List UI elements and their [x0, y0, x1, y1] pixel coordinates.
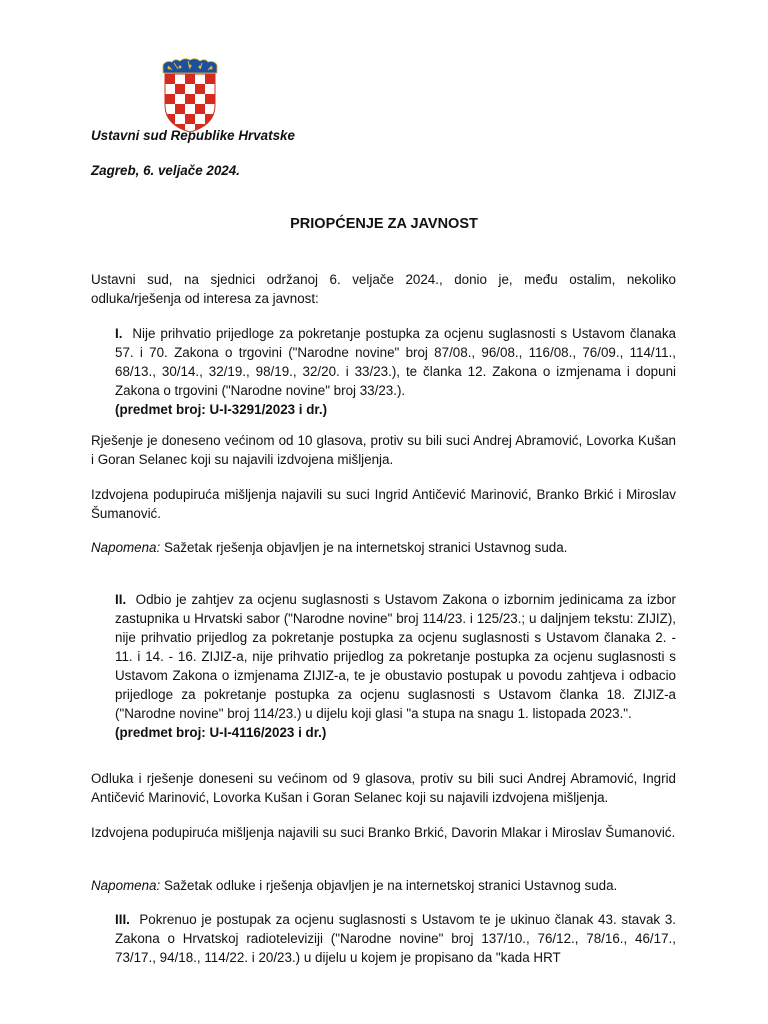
item-1-paragraph — [115, 324, 676, 419]
item-3-numeral: III. — [115, 912, 130, 927]
item-2-concurring: Izdvojena podupiruća mišljenja najavili su suci Branko Brkić, Davorin Mlakar i Miroslav Šumanović. — [91, 825, 676, 840]
place-date: Zagreb, 6. veljače 2024. — [91, 163, 240, 178]
item-2-paragraph — [115, 590, 676, 742]
crown — [163, 59, 217, 73]
item-1-note — [91, 538, 676, 557]
item-2-note-text: Sažetak odluke i rješenja objavljen je na internetskoj stranici Ustavnog suda. — [160, 878, 618, 893]
checkerboard-shield — [165, 74, 215, 133]
page-title: PRIOPĆENJE ZA JAVNOST — [290, 216, 478, 232]
item-1-numeral: I. — [115, 326, 123, 341]
item-2-case-number: (predmet broj: U-I-4116/2023 i dr.) — [115, 725, 327, 740]
item-3-paragraph — [115, 910, 676, 967]
item-3-text: Pokrenuo je postupak za ocjenu suglasnosti s Ustavom te je ukinuo članak 43. stavak 3. Zakona o Hrvatskoj radioteleviziji ("Narodne novine" broj 137/10., 76/12., 78/16., 46/17., 73/17., 94/18., 114/22. i 20/23.) u dijelu u kojem je propisano da "kada HRT — [115, 912, 676, 965]
item-1-concurring: Izdvojena podupiruća mišljenja najavili su suci Ingrid Antičević Marinović, Branko Brkić i Miroslav Šumanović. — [91, 487, 676, 521]
item-2-text: Odbio je zahtjev za ocjenu suglasnosti s Ustavom Zakona o izbornim jedinicama za izbor zastupnika u Hrvatski sabor ("Narodne novine" broj 114/23. i 125/23.; u daljnjem tekstu: ZIJIZ), nije prihvatio prijedlog za pokretanje postupka za ocjenu suglasnosti s Ustavom članaka 2. - 11. i 14. - 16. ZIJIZ-a, nije prihvatio prijedlog za pokretanje postupka za ocjenu suglasnosti s Ustavom Zakona o izmjenama ZIJIZ-a, te je obustavio postupak u povodu zahtjeva i odbacio prijedloge za pokretanje postupka za ocjenu suglasnosti s Ustavom članka 18. ZIJIZ-a ("Narodne novine" broj 114/23.) u dijelu koji glasi "a stupa na snagu 1. listopada 2023.". — [115, 592, 676, 721]
intro-paragraph: Ustavni sud, na sjednici održanoj 6. veljače 2024., donio je, među ostalim, nekoliko odluka/rješenja od interesa za javnost: — [91, 272, 676, 306]
item-2-note — [91, 876, 676, 895]
croatian-coat-of-arms-icon — [160, 57, 220, 133]
item-1-vote: Rješenje je doneseno većinom od 10 glasova, protiv su bili suci Andrej Abramović, Lovorka Kušan i Goran Selanec koji su najavili izdvojena mišljenja. — [91, 433, 676, 467]
item-2-numeral: II. — [115, 592, 127, 607]
item-2-note-label: Napomena: — [91, 878, 161, 893]
item-1-case-number: (predmet broj: U-I-3291/2023 i dr.) — [115, 402, 328, 417]
court-name: Ustavni sud Republike Hrvatske — [91, 128, 295, 143]
item-1-text: Nije prihvatio prijedloge za pokretanje postupka za ocjenu suglasnosti s Ustavom članaka 57. i 70. Zakona o trgovini ("Narodne novine" broj 87/08., 96/08., 116/08., 76/09., 114/11., 68/13., 30/14., 32/19., 98/19., 32/20. i 33/23.), te članka 12. Zakona o izmjenama i dopuni Zakona o trgovini ("Narodne novine" broj 33/23.). — [115, 326, 676, 398]
item-2-vote: Odluka i rješenje doneseni su većinom od 9 glasova, protiv su bili suci Andrej Abramović, Ingrid Antičević Marinović, Lovorka Kušan i Goran Selanec koji su najavili izdvojena mišljenja. — [91, 771, 676, 805]
item-1-note-label: Napomena: — [91, 540, 161, 555]
item-1-note-text: Sažetak rješenja objavljen je na internetskoj stranici Ustavnog suda. — [160, 540, 568, 555]
